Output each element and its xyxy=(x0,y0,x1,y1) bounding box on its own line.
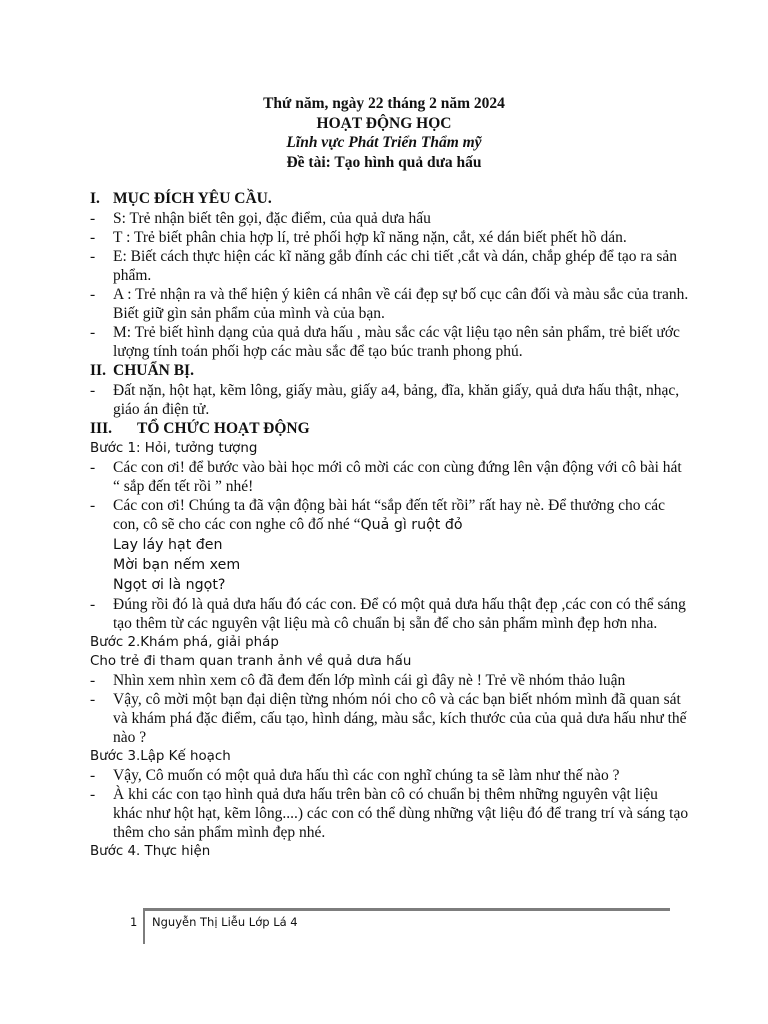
step-2-title: Bước 2.Khám phá, giải pháp xyxy=(90,635,279,650)
list-item: - Các con ơi! Chúng ta đã vận động bài hát “sắp đến tết rồi” rất hay nè. Để thưởng cho các con, cô sẽ cho các con nghe cô đố nhé “Quả gì ruột đỏ xyxy=(90,497,666,533)
step-1-title: Bước 1: Hỏi, tưởng tượng xyxy=(90,441,258,456)
list-item: - Đất nặn, hột hạt, kẽm lông, giấy màu, giấy a4, bảng, đĩa, khăn giấy, quả dưa hấu thật, nhạc, giáo án điện tử. xyxy=(90,382,680,418)
section-heading-activities: III. TỔ CHỨC HOẠT ĐỘNG xyxy=(90,420,310,437)
section-heading-objectives: I. MỤC ĐÍCH YÊU CẦU. xyxy=(90,190,272,207)
step-2-intro: Cho trẻ đi tham quan tranh ảnh về quả dưa hấu xyxy=(90,654,412,669)
field-title: Lĩnh vực Phát Triển Thẩm mỹ xyxy=(286,134,482,151)
list-item: - À khi các con tạo hình quả dưa hấu trên bàn cô có chuẩn bị thêm những nguyên vật liệu khác như hột hạt, kẽm lông....) các con có thể dùng những vật liệu đó để trang trí và sáng tạo thêm cho sản phẩm mình đẹp nhé. xyxy=(90,786,689,841)
page-number: 1 xyxy=(130,915,138,929)
step-3-title: Bước 3.Lập Kế hoạch xyxy=(90,749,231,764)
lesson-header xyxy=(0,94,768,172)
list-item: - S: Trẻ nhận biết tên gọi, đặc điểm, của quả dưa hấu xyxy=(90,210,431,227)
lesson-date: Thứ năm, ngày 22 tháng 2 năm 2024 xyxy=(263,95,505,112)
riddle-line: Ngọt ơi là ngọt? xyxy=(113,577,226,593)
step-4-title: Bước 4. Thực hiện xyxy=(90,844,211,859)
list-item: - Vậy, cô mời một bạn đại diện từng nhóm nói cho cô và các bạn biết nhóm mình đã quan sát và khám phá đặc điểm, cấu tạo, hình dáng, màu sắc, kích thước của của quả dưa hấu như thế nào ? xyxy=(90,691,687,746)
list-item: - A : Trẻ nhận ra và thể hiện ý kiên cá nhân về cái đẹp sự bố cục cân đối và màu sắc của tranh. Biết giữ gìn sản phẩm của mình và của bạn. xyxy=(90,286,689,322)
riddle-line: Lay láy hạt đen xyxy=(113,537,223,553)
lesson-body xyxy=(90,189,690,861)
topic-title: Đề tài: Tạo hình quả dưa hấu xyxy=(286,153,482,171)
list-item: - Đúng rồi đó là quả dưa hấu đó các con. Để có một quả dưa hấu thật đẹp ,các con có thể sáng tạo thêm từ các nguyên vật liệu mà cô chuẩn bị sẵn để cho sản phẩm mình đẹp hơn nha. xyxy=(90,596,686,632)
riddle-line: Quả gì ruột đỏ xyxy=(360,517,463,533)
list-item: - M: Trẻ biết hình dạng của quả dưa hấu , màu sắc các vật liệu tạo nên sản phẩm, trẻ biết ước lượng tính toán phối hợp các màu sắc để tạo búc tranh phong phú. xyxy=(90,324,680,360)
list-item: - Các con ơi! để bước vào bài học mới cô mời các con cùng đứng lên vận động với cô bài hát “ sắp đến tết rồi ” nhé! xyxy=(90,459,682,495)
footer-divider-vertical xyxy=(143,911,145,944)
activity-title: HOẠT ĐỘNG HỌC xyxy=(316,114,452,132)
list-item: - T : Trẻ biết phân chia hợp lí, trẻ phối hợp kĩ năng nặn, cắt, xé dán biết phết hồ dán. xyxy=(90,229,627,246)
riddle-line: Mời bạn nếm xem xyxy=(113,557,241,573)
footer-author: Nguyễn Thị Liễu Lớp Lá 4 xyxy=(152,915,298,929)
section-heading-preparation: II. CHUẨN BỊ. xyxy=(90,362,194,379)
footer-divider xyxy=(143,908,670,911)
list-item: - Nhìn xem nhìn xem cô đã đem đến lớp mình cái gì đây nè ! Trẻ về nhóm thảo luận xyxy=(90,672,626,689)
list-item: - Vậy, Cô muốn có một quả dưa hấu thì các con nghĩ chúng ta sẽ làm như thế nào ? xyxy=(90,767,620,784)
list-item: - E: Biết cách thực hiện các kĩ năng gắb đính các chi tiết ,cắt và dán, chắp ghép để tạo ra sản phẩm. xyxy=(90,248,678,284)
